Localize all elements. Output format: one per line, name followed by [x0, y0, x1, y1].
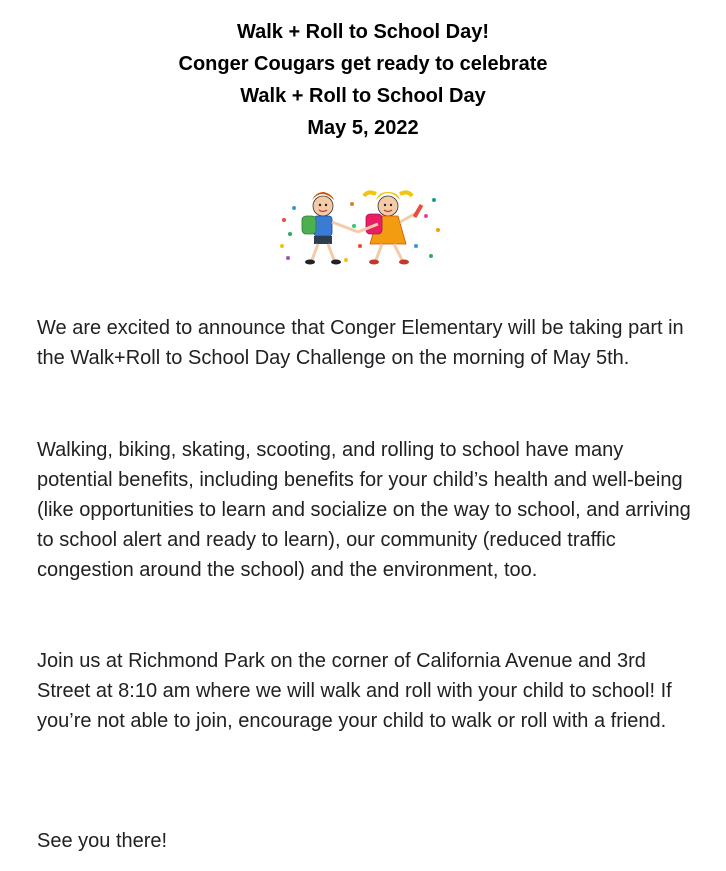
closing-line: See you there! [37, 830, 168, 852]
announcement-title [0, 16, 726, 144]
title-line-event-name: Walk + Roll to School Day [240, 85, 486, 107]
title-line-celebrate: Conger Cougars get ready to celebrate [178, 53, 548, 75]
kids-walking-to-school-icon [276, 186, 446, 268]
announcement-paragraph: We are excited to announce that Conger Elementary will be taking part in the Walk+Roll to School Day Challenge on the morning of May 5th. [37, 317, 684, 369]
title-line-event: Walk + Roll to School Day! [236, 21, 490, 43]
benefits-paragraph: Walking, biking, skating, scooting, and rolling to school have many potential benefits, including benefits for your child’s health and well-being (like opportunities to learn and socialize on the way to school, and arriving to school alert and ready to learn), our community (reduced traffic congestion around the school) and the environment, too. [37, 439, 691, 581]
meeting-details-paragraph: Join us at Richmond Park on the corner of California Avenue and 3rd Street at 8:10 am where we will walk and roll with your child to school! If you’re not able to join, encourage your child to walk or roll with a friend. [37, 650, 672, 732]
girl-figure [358, 192, 423, 265]
title-line-date: May 5, 2022 [307, 117, 419, 139]
boy-figure [302, 192, 358, 265]
